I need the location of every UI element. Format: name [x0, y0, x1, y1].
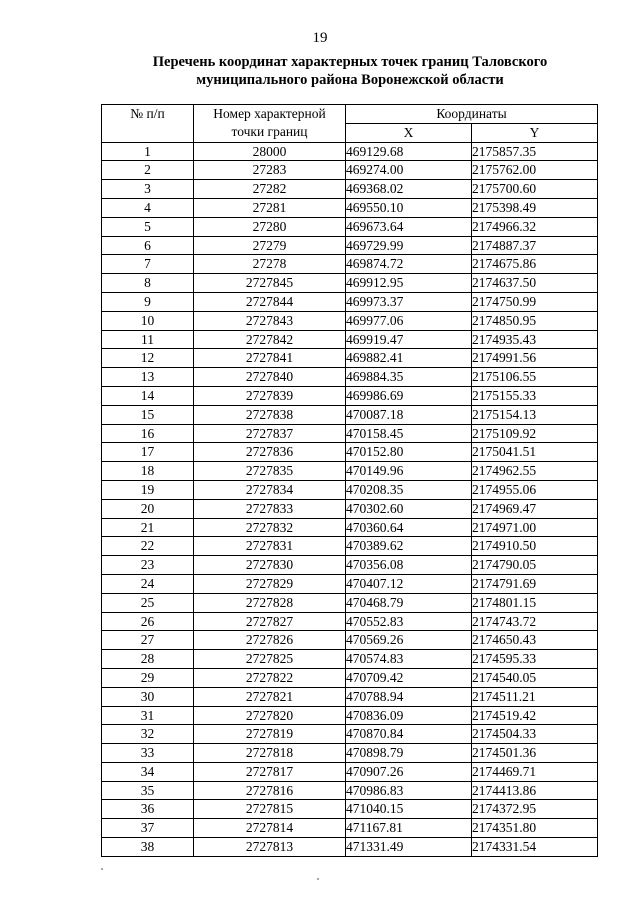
cell-row-number: 18: [102, 462, 194, 481]
cell-y: 2175154.13: [472, 405, 598, 424]
cell-x: 470569.26: [346, 631, 472, 650]
cell-y: 2174469.71: [472, 762, 598, 781]
cell-row-number: 24: [102, 574, 194, 593]
cell-point-number: 2727831: [194, 537, 346, 556]
cell-point-number: 2727839: [194, 386, 346, 405]
cell-row-number: 21: [102, 518, 194, 537]
cell-x: 470407.12: [346, 574, 472, 593]
cell-y: 2174955.06: [472, 480, 598, 499]
table-row: [102, 556, 598, 575]
cell-x: 470087.18: [346, 405, 472, 424]
cell-x: 469673.64: [346, 217, 472, 236]
table-row: [102, 631, 598, 650]
cell-y: 2174935.43: [472, 330, 598, 349]
cell-x: 470389.62: [346, 537, 472, 556]
table-row: [102, 762, 598, 781]
cell-point-number: 27282: [194, 180, 346, 199]
table-row: [102, 574, 598, 593]
cell-row-number: 25: [102, 593, 194, 612]
cell-row-number: 11: [102, 330, 194, 349]
table-row: [102, 217, 598, 236]
table-row: [102, 311, 598, 330]
cell-point-number: 2727834: [194, 480, 346, 499]
coordinates-table: [101, 104, 598, 857]
scan-speck: [101, 868, 103, 870]
title-line-1: Перечень координат характерных точек границ Таловского: [152, 54, 548, 70]
cell-y: 2174991.56: [472, 349, 598, 368]
header-y: Y: [472, 123, 598, 142]
cell-x: 470208.35: [346, 480, 472, 499]
cell-y: 2174675.86: [472, 255, 598, 274]
cell-row-number: 1: [102, 142, 194, 161]
table-row: [102, 142, 598, 161]
cell-point-number: 27281: [194, 198, 346, 217]
table-row: [102, 838, 598, 857]
table-row: [102, 725, 598, 744]
cell-x: 469912.95: [346, 274, 472, 293]
cell-row-number: 2: [102, 161, 194, 180]
table-row: [102, 537, 598, 556]
cell-point-number: 2727827: [194, 612, 346, 631]
cell-row-number: 12: [102, 349, 194, 368]
cell-row-number: 20: [102, 499, 194, 518]
cell-x: 469973.37: [346, 292, 472, 311]
cell-point-number: 2727845: [194, 274, 346, 293]
cell-row-number: 6: [102, 236, 194, 255]
cell-point-number: 2727836: [194, 443, 346, 462]
cell-row-number: 17: [102, 443, 194, 462]
header-x: X: [346, 123, 472, 142]
header-row-number: № п/п: [102, 105, 194, 143]
cell-row-number: 38: [102, 838, 194, 857]
cell-y: 2174791.69: [472, 574, 598, 593]
table-row: [102, 180, 598, 199]
cell-point-number: 27278: [194, 255, 346, 274]
cell-x: 470709.42: [346, 668, 472, 687]
cell-x: 469919.47: [346, 330, 472, 349]
cell-row-number: 19: [102, 480, 194, 499]
cell-y: 2174650.43: [472, 631, 598, 650]
cell-x: 469874.72: [346, 255, 472, 274]
cell-y: 2174750.99: [472, 292, 598, 311]
cell-row-number: 35: [102, 781, 194, 800]
cell-y: 2174511.21: [472, 687, 598, 706]
table-row: [102, 386, 598, 405]
table-row: [102, 744, 598, 763]
cell-x: 470158.45: [346, 424, 472, 443]
cell-y: 2174331.54: [472, 838, 598, 857]
table-row: [102, 198, 598, 217]
table-row: [102, 593, 598, 612]
cell-row-number: 9: [102, 292, 194, 311]
cell-point-number: 2727838: [194, 405, 346, 424]
cell-row-number: 16: [102, 424, 194, 443]
cell-x: 470836.09: [346, 706, 472, 725]
cell-point-number: 2727828: [194, 593, 346, 612]
table-row: [102, 462, 598, 481]
cell-row-number: 8: [102, 274, 194, 293]
table-row: [102, 424, 598, 443]
cell-y: 2174540.05: [472, 668, 598, 687]
cell-y: 2174969.47: [472, 499, 598, 518]
cell-x: 470468.79: [346, 593, 472, 612]
cell-point-number: 2727842: [194, 330, 346, 349]
table-row: [102, 274, 598, 293]
cell-row-number: 29: [102, 668, 194, 687]
table-row: [102, 443, 598, 462]
header-point-line-1: Номер характерной: [213, 106, 326, 121]
cell-point-number: 27283: [194, 161, 346, 180]
cell-point-number: 2727813: [194, 838, 346, 857]
cell-y: 2174910.50: [472, 537, 598, 556]
cell-x: 469884.35: [346, 368, 472, 387]
cell-row-number: 15: [102, 405, 194, 424]
title-line-2: муниципального района Воронежской области: [196, 72, 504, 88]
cell-y: 2175109.92: [472, 424, 598, 443]
header-point-number: [194, 105, 346, 143]
cell-y: 2175398.49: [472, 198, 598, 217]
cell-point-number: 2727820: [194, 706, 346, 725]
table-row: [102, 292, 598, 311]
cell-point-number: 2727817: [194, 762, 346, 781]
cell-x: 471040.15: [346, 800, 472, 819]
cell-y: 2175762.00: [472, 161, 598, 180]
cell-row-number: 34: [102, 762, 194, 781]
table-row: [102, 161, 598, 180]
cell-point-number: 2727835: [194, 462, 346, 481]
cell-y: 2175700.60: [472, 180, 598, 199]
cell-x: 470898.79: [346, 744, 472, 763]
cell-row-number: 37: [102, 819, 194, 838]
table-header: [102, 105, 598, 143]
cell-point-number: 2727815: [194, 800, 346, 819]
cell-x: 470574.83: [346, 650, 472, 669]
cell-x: 470149.96: [346, 462, 472, 481]
table-body: [102, 142, 598, 856]
cell-x: 470360.64: [346, 518, 472, 537]
cell-x: 470788.94: [346, 687, 472, 706]
cell-y: 2174850.95: [472, 311, 598, 330]
cell-x: 470552.83: [346, 612, 472, 631]
cell-point-number: 27280: [194, 217, 346, 236]
cell-x: 469882.41: [346, 349, 472, 368]
cell-y: 2175857.35: [472, 142, 598, 161]
cell-x: 471331.49: [346, 838, 472, 857]
cell-row-number: 28: [102, 650, 194, 669]
cell-y: 2174504.33: [472, 725, 598, 744]
cell-y: 2174743.72: [472, 612, 598, 631]
cell-point-number: 2727822: [194, 668, 346, 687]
table-row: [102, 368, 598, 387]
cell-y: 2175041.51: [472, 443, 598, 462]
cell-x: 470870.84: [346, 725, 472, 744]
table-row: [102, 800, 598, 819]
cell-y: 2175155.33: [472, 386, 598, 405]
cell-y: 2174351.80: [472, 819, 598, 838]
table-row: [102, 706, 598, 725]
cell-y: 2174372.95: [472, 800, 598, 819]
cell-row-number: 4: [102, 198, 194, 217]
cell-point-number: 2727825: [194, 650, 346, 669]
cell-x: 469129.68: [346, 142, 472, 161]
cell-row-number: 27: [102, 631, 194, 650]
cell-row-number: 3: [102, 180, 194, 199]
table-row: [102, 349, 598, 368]
cell-y: 2174801.15: [472, 593, 598, 612]
cell-row-number: 23: [102, 556, 194, 575]
cell-point-number: 2727818: [194, 744, 346, 763]
scan-speck: [317, 878, 319, 880]
cell-x: 469977.06: [346, 311, 472, 330]
cell-x: 469368.02: [346, 180, 472, 199]
table-row: [102, 650, 598, 669]
cell-x: 470907.26: [346, 762, 472, 781]
cell-x: 470986.83: [346, 781, 472, 800]
cell-point-number: 2727814: [194, 819, 346, 838]
cell-x: 469986.69: [346, 386, 472, 405]
cell-x: 470356.08: [346, 556, 472, 575]
cell-y: 2174501.36: [472, 744, 598, 763]
cell-point-number: 2727832: [194, 518, 346, 537]
header-coordinates: Координаты: [346, 105, 598, 124]
cell-row-number: 26: [102, 612, 194, 631]
page-number: 19: [312, 30, 328, 46]
cell-row-number: 7: [102, 255, 194, 274]
cell-row-number: 14: [102, 386, 194, 405]
cell-y: 2174595.33: [472, 650, 598, 669]
document-title: [100, 53, 600, 89]
table-row: [102, 781, 598, 800]
cell-row-number: 33: [102, 744, 194, 763]
table-row: [102, 668, 598, 687]
table-row: [102, 612, 598, 631]
cell-row-number: 36: [102, 800, 194, 819]
table-row: [102, 518, 598, 537]
cell-point-number: 28000: [194, 142, 346, 161]
cell-point-number: 2727841: [194, 349, 346, 368]
table-row: [102, 687, 598, 706]
cell-point-number: 2727843: [194, 311, 346, 330]
cell-point-number: 2727840: [194, 368, 346, 387]
cell-y: 2175106.55: [472, 368, 598, 387]
table-row: [102, 405, 598, 424]
cell-y: 2174637.50: [472, 274, 598, 293]
cell-row-number: 22: [102, 537, 194, 556]
cell-y: 2174790.05: [472, 556, 598, 575]
cell-point-number: 2727844: [194, 292, 346, 311]
cell-row-number: 13: [102, 368, 194, 387]
cell-y: 2174413.86: [472, 781, 598, 800]
table-row: [102, 819, 598, 838]
cell-y: 2174519.42: [472, 706, 598, 725]
cell-row-number: 5: [102, 217, 194, 236]
cell-row-number: 10: [102, 311, 194, 330]
cell-point-number: 27279: [194, 236, 346, 255]
cell-point-number: 2727837: [194, 424, 346, 443]
cell-row-number: 31: [102, 706, 194, 725]
cell-point-number: 2727829: [194, 574, 346, 593]
cell-x: 469729.99: [346, 236, 472, 255]
cell-point-number: 2727833: [194, 499, 346, 518]
table-row: [102, 255, 598, 274]
cell-point-number: 2727821: [194, 687, 346, 706]
cell-point-number: 2727826: [194, 631, 346, 650]
cell-point-number: 2727816: [194, 781, 346, 800]
cell-x: 469550.10: [346, 198, 472, 217]
cell-y: 2174887.37: [472, 236, 598, 255]
table-row: [102, 330, 598, 349]
cell-row-number: 30: [102, 687, 194, 706]
cell-point-number: 2727819: [194, 725, 346, 744]
cell-y: 2174966.32: [472, 217, 598, 236]
cell-point-number: 2727830: [194, 556, 346, 575]
table-row: [102, 499, 598, 518]
table-row: [102, 480, 598, 499]
table-row: [102, 236, 598, 255]
cell-y: 2174971.00: [472, 518, 598, 537]
cell-x: 470152.80: [346, 443, 472, 462]
cell-x: 470302.60: [346, 499, 472, 518]
cell-row-number: 32: [102, 725, 194, 744]
cell-x: 469274.00: [346, 161, 472, 180]
cell-y: 2174962.55: [472, 462, 598, 481]
header-point-line-2: точки границ: [231, 123, 308, 139]
cell-x: 471167.81: [346, 819, 472, 838]
